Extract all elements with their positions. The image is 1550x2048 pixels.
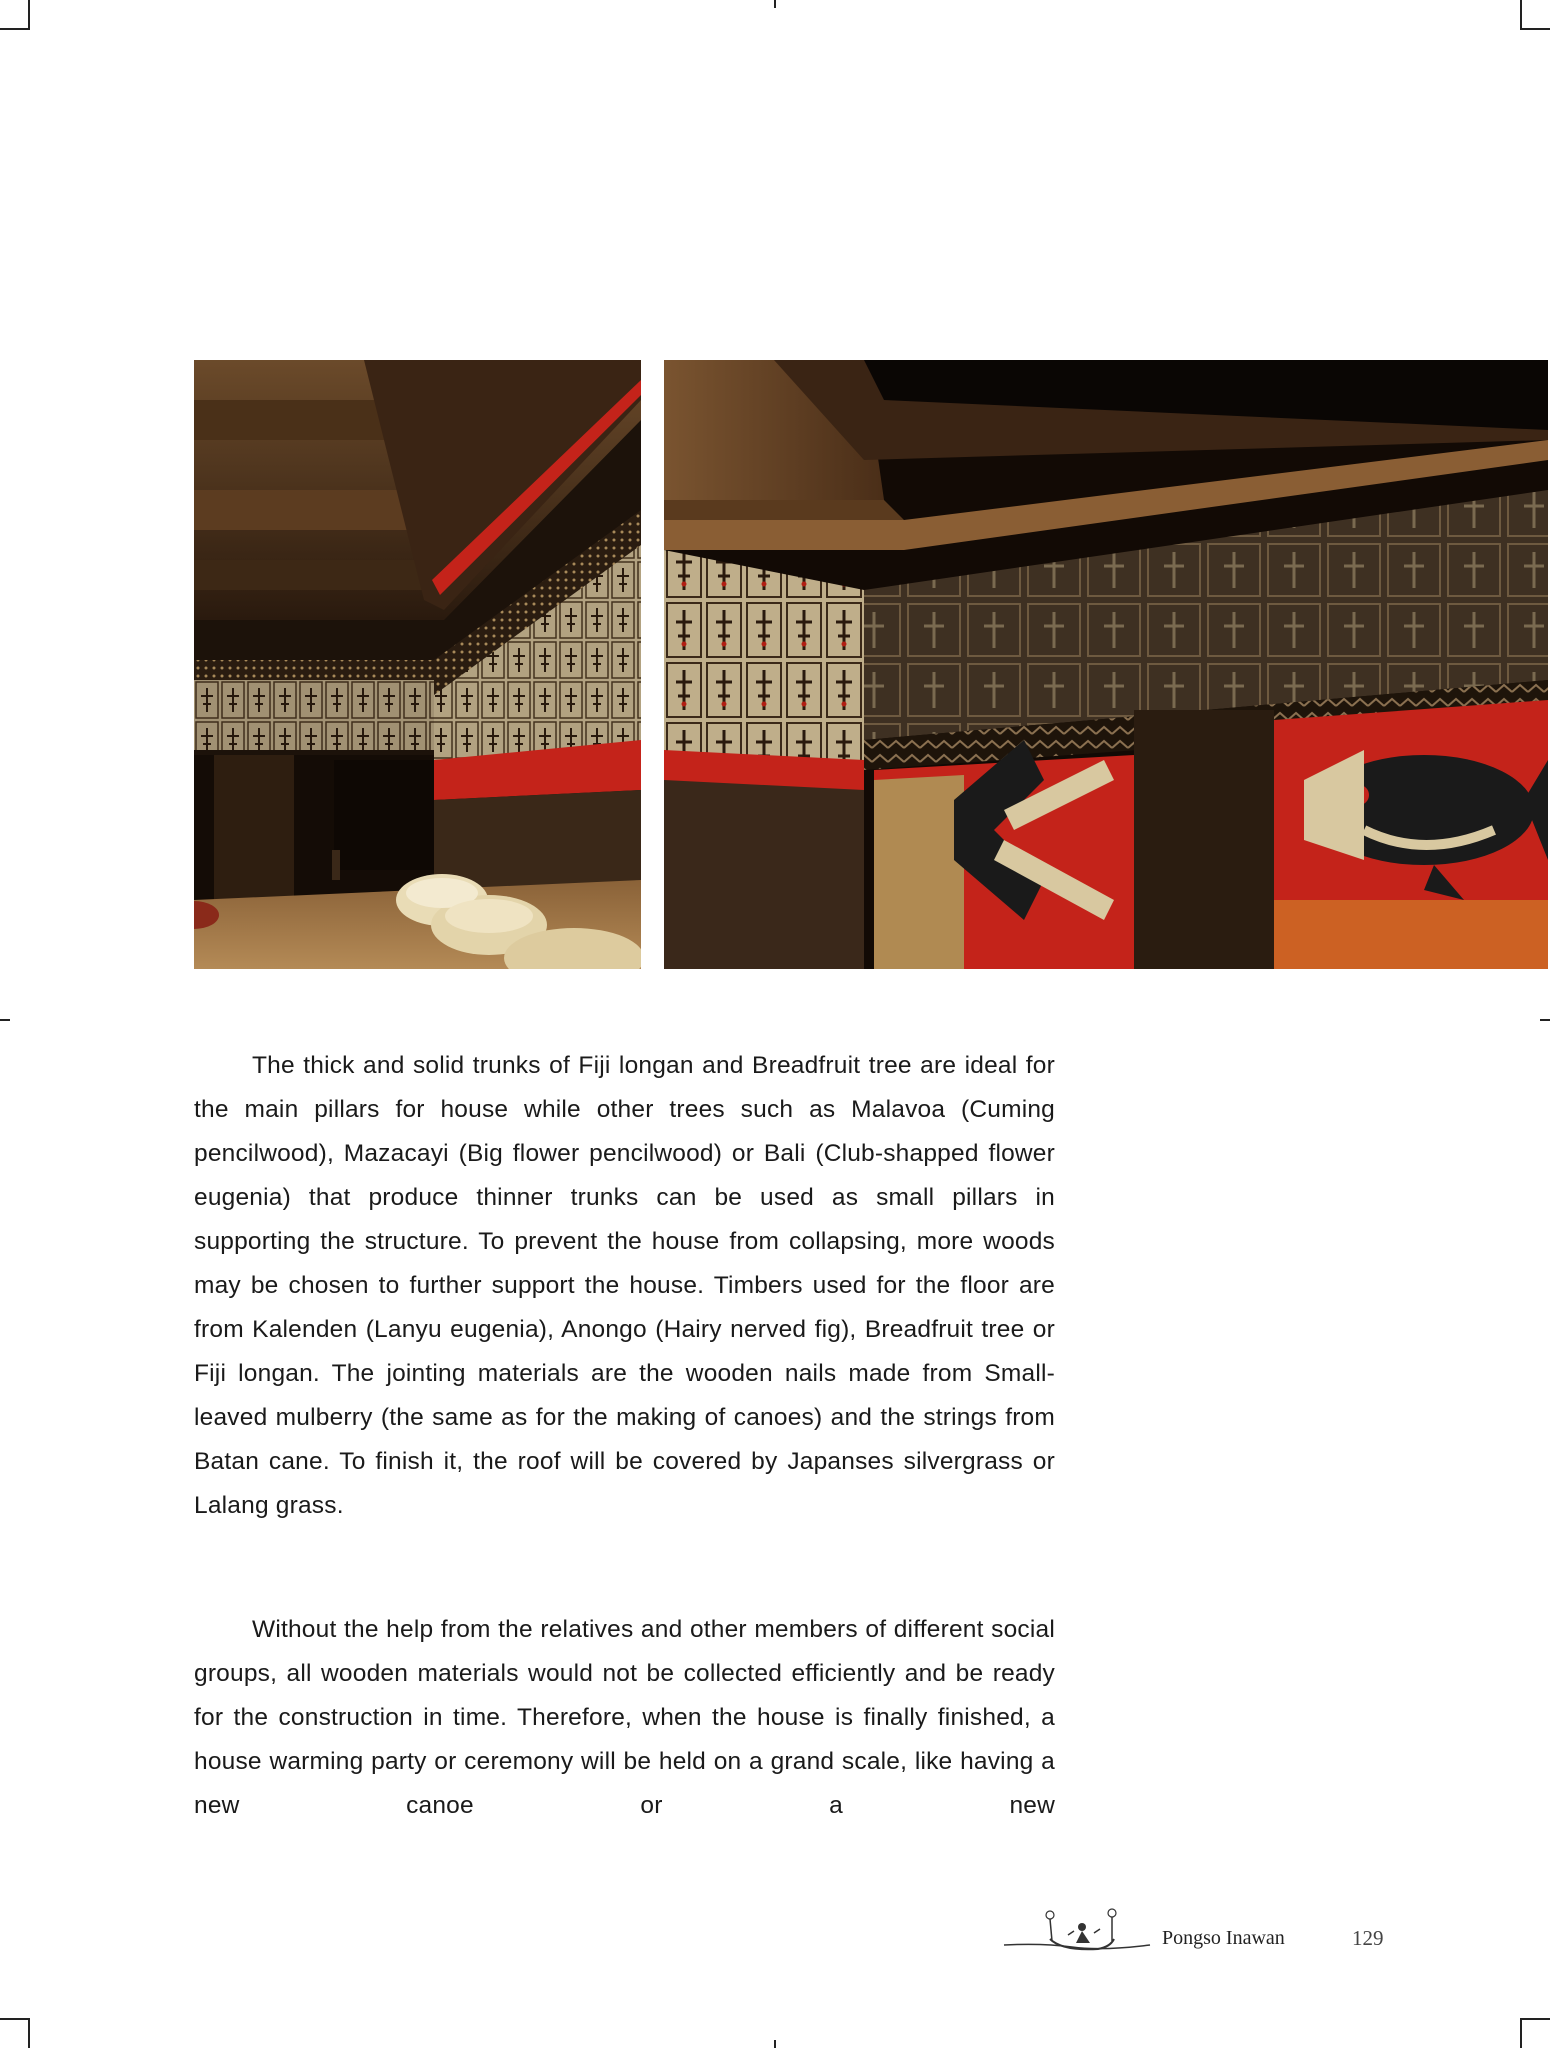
crop-mark <box>0 1019 10 1021</box>
page-number: 129 <box>1352 1926 1384 1950</box>
crop-mark <box>774 0 776 8</box>
paragraph-1 <box>194 1044 1055 1528</box>
paragraph-text: Without the help from the relatives and other members of different social groups, all wooden materials would not be collected efficiently and be ready for the construction in time. Therefore, when the house is finally finished, a house warming party or ceremony will be held on a grand scale, like having a new canoe or a new <box>194 1616 1055 1819</box>
crop-mark <box>1540 1019 1550 1021</box>
crop-mark <box>0 2018 28 2020</box>
canoe-with-figures-icon <box>1002 1905 1152 1961</box>
crop-mark <box>28 0 30 30</box>
crop-mark <box>774 2040 776 2048</box>
crop-mark <box>28 2018 30 2048</box>
crop-mark <box>0 28 28 30</box>
crop-mark <box>1520 2018 1522 2048</box>
paragraph-text: The thick and solid trunks of Fiji longan and Breadfruit tree are ideal for the main pillars for house while other trees such as Malavoa (Cuming pencilwood), Mazacayi (Big flower pencilwood) or Bali (Club-shapped flower eugenia) that produce thinner trunks can be used as small pillars in supporting the structure. To prevent the house from collapsing, more woods may be chosen to further support the house. Timbers used for the floor are from Kalenden (Lanyu eugenia), Anongo (Hairy nerved fig), Breadfruit tree or Fiji longan. The jointing materials are the wooden nails made from Small-leaved mulberry (the same as for the making of canoes) and the strings from Batan cane. To finish it, the roof will be covered by Japanses silvergrass or Lalang grass. <box>194 1052 1055 1519</box>
house-interior-photo-left <box>194 360 641 969</box>
paragraph-2 <box>194 1608 1055 1828</box>
house-interior-photo-right <box>664 360 1548 969</box>
publication-title: Pongso Inawan <box>1162 1927 1285 1949</box>
crop-mark <box>1522 28 1550 30</box>
crop-mark <box>1522 2018 1550 2020</box>
crop-mark <box>1520 0 1522 30</box>
